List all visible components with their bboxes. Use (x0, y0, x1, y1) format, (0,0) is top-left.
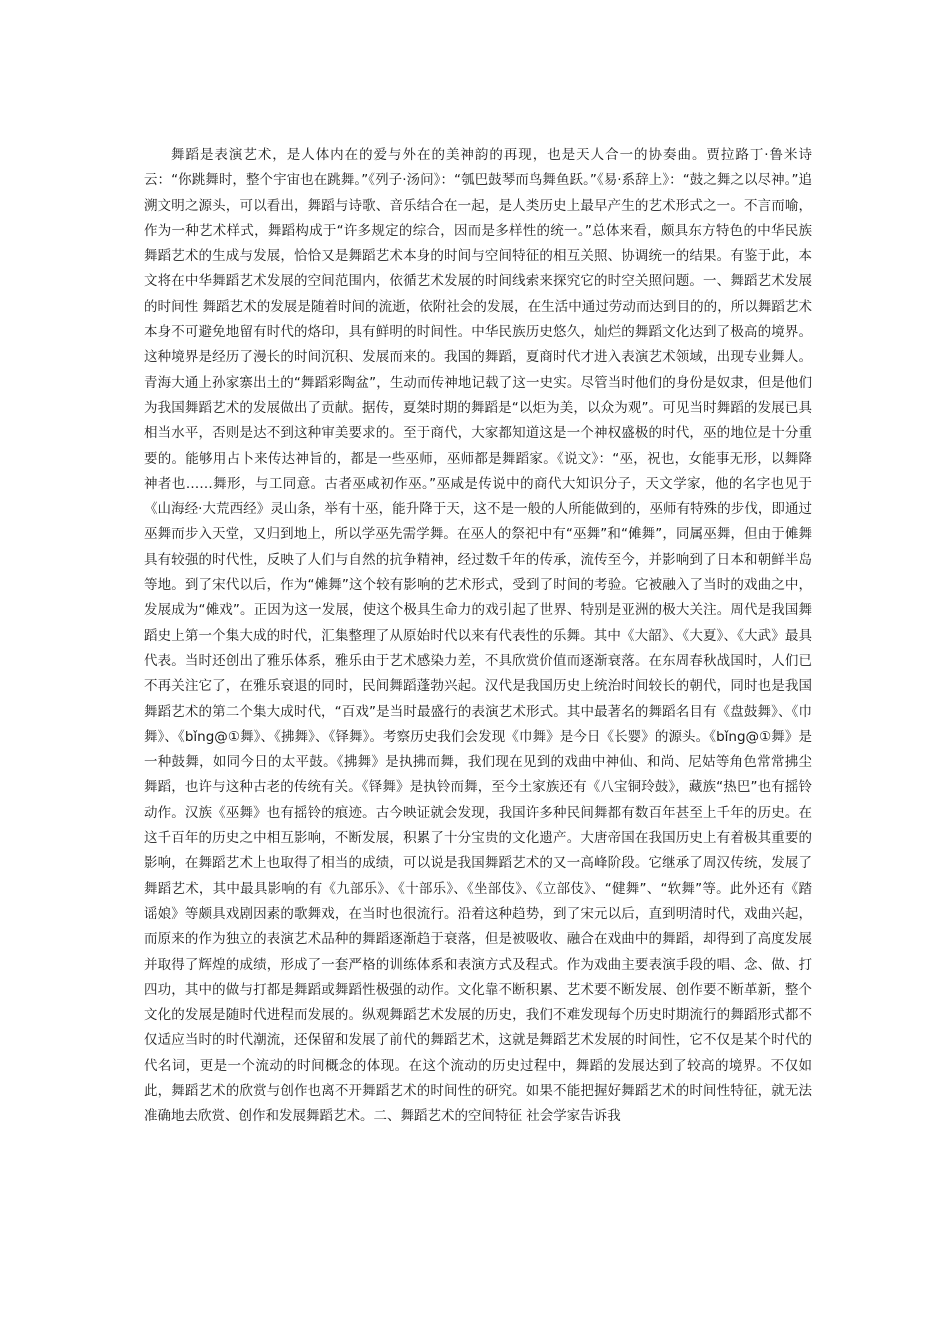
document-page (144, 143, 812, 1183)
body-paragraph: 舞蹈是表演艺术，是人体内在的爱与外在的美神韵的再现，也是天人合一的协奏曲。贾拉路丁·鲁米诗云：“你跳舞时，整个宇宙也在跳舞。”《列子·汤问》：“瓠巴鼓琴而鸟舞鱼跃。”《易·系辞上》：“鼓之舞之以尽神。”追溯文明之源头，可以看出，舞蹈与诗歌、音乐结合在一起，是人类历史上最早产生的艺术形式之一。不言而喻，作为一种艺术样式，舞蹈构成于“许多规定的综合，因而是多样性的统一。”总体来看，颇具东方特色的中华民族舞蹈艺术的生成与发展，恰恰又是舞蹈艺术本身的时间与空间特征的相互关照、协调统一的结果。有鉴于此，本文将在中华舞蹈艺术发展的空间范围内，依循艺术发展的时间线索来探究它的时空关照问题。一、舞蹈艺术发展的时间性 舞蹈艺术的发展是随着时间的流逝，依附社会的发展，在生活中通过劳动而达到目的的，所以舞蹈艺术本身不可避免地留有时代的烙印，具有鲜明的时间性。中华民族历史悠久，灿烂的舞蹈文化达到了极高的境界。这种境界是经历了漫长的时间沉积、发展而来的。我国的舞蹈，夏商时代才进入表演艺术领域，出现专业舞人。青海大通上孙家寨出土的“舞蹈彩陶盆”，生动而传神地记载了这一史实。尽管当时他们的身份是奴隶，但是他们为我国舞蹈艺术的发展做出了贡献。据传，夏桀时期的舞蹈是“以炬为美，以众为观”。可见当时舞蹈的发展已具相当水平，否则是达不到这种审美要求的。至于商代，大家都知道这是一个神权盛极的时代，巫的地位是十分重要的。能够用占卜来传达神旨的，都是一些巫师，巫师都是舞蹈家。《说文》：“巫，祝也，女能事无形，以舞降神者也……舞形，与工同意。古者巫咸初作巫。”巫咸是传说中的商代大知识分子，天文学家，他的名字也见于《山海经·大荒西经》灵山条，举有十巫，能升降于天，这不是一般的人所能做到的，巫师有特殊的步伐，即通过巫舞而步入天堂，又归到地上，所以学巫先需学舞。在巫人的祭祀中有“巫舞”和“傩舞”，同属巫舞，但由于傩舞具有较强的时代性，反映了人们与自然的抗争精神，经过数千年的传承，流传至今，并影响到了日本和朝鲜半岛等地。到了宋代以后，作为“傩舞”这个较有影响的艺术形式，受到了时间的考验。它被融入了当时的戏曲之中，发展成为“傩戏”。正因为这一发展，使这个极具生命力的戏引起了世界、特别是亚洲的极大关注。周代是我国舞蹈史上第一个集大成的时代，汇集整理了从原始时代以来有代表性的乐舞。其中《大韶》、《大夏》、《大武》最具代表。当时还创出了雅乐体系，雅乐由于艺术感染力差，不具欣赏价值而逐渐衰落。在东周春秋战国时，人们已不再关注它了，在雅乐衰退的同时，民间舞蹈蓬勃兴起。汉代是我国历史上统治时间较长的朝代，同时也是我国舞蹈艺术的第二个集大成时代，“百戏”是当时最盛行的表演艺术形式。其中最著名的舞蹈名目有《盘鼓舞》、《巾舞》、《bǐng@①舞》、《拂舞》、《铎舞》。考察历史我们会发现《巾舞》是今日《长婴》的源头。《bǐng@①舞》是一种鼓舞，如同今日的太平鼓。《拂舞》是执拂而舞，我们现在见到的戏曲中神仙、和尚、尼姑等角色常常拂尘舞蹈，也许与这种古老的传统有关。《铎舞》是执铃而舞，至今土家族还有《八宝铜玲鼓》，藏族“热巴”也有摇铃动作。汉族《巫舞》也有摇铃的痕迹。古今映证就会发现，我国许多种民间舞都有数百年甚至上千年的历史。在这千百年的历史之中相互影响，不断发展，积累了十分宝贵的文化遗产。大唐帝国在我国历史上有着极其重要的影响，在舞蹈艺术上也取得了相当的成绩，可以说是我国舞蹈艺术的又一高峰阶段。它继承了周汉传统，发展了舞蹈艺术，其中最具影响的有《九部乐》、《十部乐》、《坐部伎》、《立部伎》、“健舞”、“软舞”等。此外还有《踏谣娘》等颇具戏剧因素的歌舞戏，在当时也很流行。沿着这种趋势，到了宋元以后，直到明清时代，戏曲兴起，而原来的作为独立的表演艺术品种的舞蹈逐渐趋于衰落，但是被吸收、融合在戏曲中的舞蹈，却得到了高度发展并取得了辉煌的成绩，形成了一套严格的训练体系和表演方式及程式。作为戏曲主要表演手段的唱、念、做、打四功，其中的做与打都是舞蹈或舞蹈性极强的动作。文化靠不断积累、艺术要不断发展、创作要不断革新，整个文化的发展是随时代进程而发展的。纵观舞蹈艺术发展的历史，我们不难发现每个历史时期流行的舞蹈形式都不仅适应当时的时代潮流，还保留和发展了前代的舞蹈艺术，这就是舞蹈艺术发展的时间性，它不仅是某个时代的代名词，更是一个流动的时间概念的体现。在这个流动的历史过程中，舞蹈的发展达到了较高的境界。不仅如此，舞蹈艺术的欣赏与创作也离不开舞蹈艺术的时间性的研究。如果不能把握好舞蹈艺术的时间性特征，就无法准确地去欣赏、创作和发展舞蹈艺术。二、舞蹈艺术的空间特征 社会学家告诉我 (144, 147, 812, 1125)
